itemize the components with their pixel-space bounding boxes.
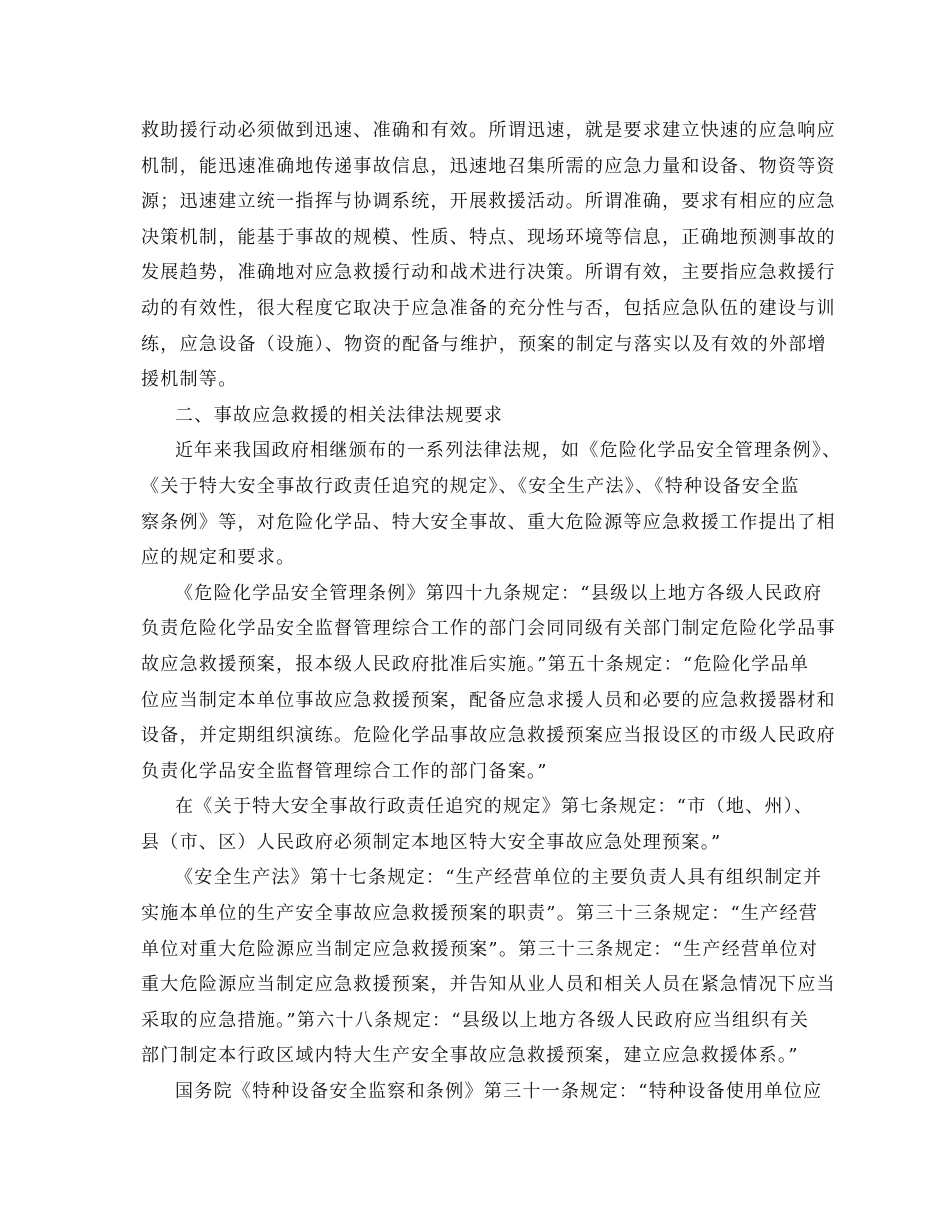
text-line: 设备，并定期组织演练。危险化学品事故应急救援预案应当报设区的市级人民政府 — [141, 725, 836, 747]
text-line: 机制，能迅速准确地传递事故信息，迅速地召集所需的应急力量和设备、物资等资 — [141, 155, 836, 177]
text-line: 发展趋势，准确地对应急救援行动和战术进行决策。所谓有效，主要指应急救援行 — [141, 262, 836, 284]
text-line: 二、事故应急救援的相关法律法规要求 — [175, 404, 504, 426]
text-line: 应的规定和要求。 — [141, 547, 296, 569]
text-line: 负责化学品安全监督管理综合工作的部门备案。” — [141, 760, 548, 782]
text-line: 国务院《特种设备安全监察和条例》第三十一条规定：“特种设备使用单位应 — [175, 1081, 823, 1103]
text-line: 察条例》等，对危险化学品、特大安全事故、重大危险源等应急救援工作提出了相 — [141, 511, 836, 533]
text-line: 近年来我国政府相继颁布的一系列法律法规，如《危险化学品安全管理条例》、 — [175, 440, 842, 462]
text-line: 《安全生产法》第十七条规定：“生产经营单位的主要负责人具有组织制定并 — [175, 867, 823, 889]
text-line: 故应急救援预案，报本级人民政府批准后实施。”第五十条规定：“危险化学品单 — [141, 653, 810, 675]
text-line: 采取的应急措施。”第六十八条规定：“县级以上地方各级人民政府应当组织有关 — [141, 1009, 810, 1031]
text-line: 县（市、区）人民政府必须制定本地区特大安全事故应急处理预案。” — [141, 831, 722, 853]
text-line: 单位对重大危险源应当制定应急救援预案”。第三十三条规定：“生产经营单位对 — [141, 938, 819, 960]
text-line: 援机制等。 — [141, 369, 238, 391]
text-line: 动的有效性，很大程度它取决于应急准备的充分性与否，包括应急队伍的建设与训 — [141, 297, 836, 319]
text-line: 《危险化学品安全管理条例》第四十九条规定：“县级以上地方各级人民政府 — [175, 582, 823, 604]
text-line: 部门制定本行政区域内特大生产安全事故应急救援预案，建立应急救援体系。” — [141, 1045, 799, 1067]
text-line: 在《关于特大安全事故行政责任追究的规定》第七条规定：“市（地、州）、 — [175, 796, 814, 818]
text-line: 源；迅速建立统一指挥与协调系统，开展救援活动。所谓准确，要求有相应的应急 — [141, 191, 836, 213]
text-line: 实施本单位的生产安全事故应急救援预案的职责”。第三十三条规定：“生产经营 — [141, 903, 819, 925]
text-line: 位应当制定本单位事故应急救援预案，配备应急求援人员和必要的应急救援器材和 — [141, 689, 836, 711]
text-line: 负责危险化学品安全监督管理综合工作的部门会同同级有关部门制定危险化学品事 — [141, 618, 836, 640]
text-line: 练，应急设备（设施）、物资的配备与维护，预案的制定与落实以及有效的外部增 — [141, 333, 827, 355]
text-line: 《关于特大安全事故行政责任追究的规定》、《安全生产法》、《特种设备安全监 — [141, 475, 800, 497]
text-line: 决策机制，能基于事故的规模、性质、特点、现场环境等信息，正确地预测事故的 — [141, 226, 836, 248]
text-line: 重大危险源应当制定应急救援预案，并告知从业人员和相关人员在紧急情况下应当 — [141, 974, 836, 996]
text-line: 救助援行动必须做到迅速、准确和有效。所谓迅速，就是要求建立快速的应急响应 — [141, 120, 836, 141]
body-text — [141, 113, 842, 1110]
